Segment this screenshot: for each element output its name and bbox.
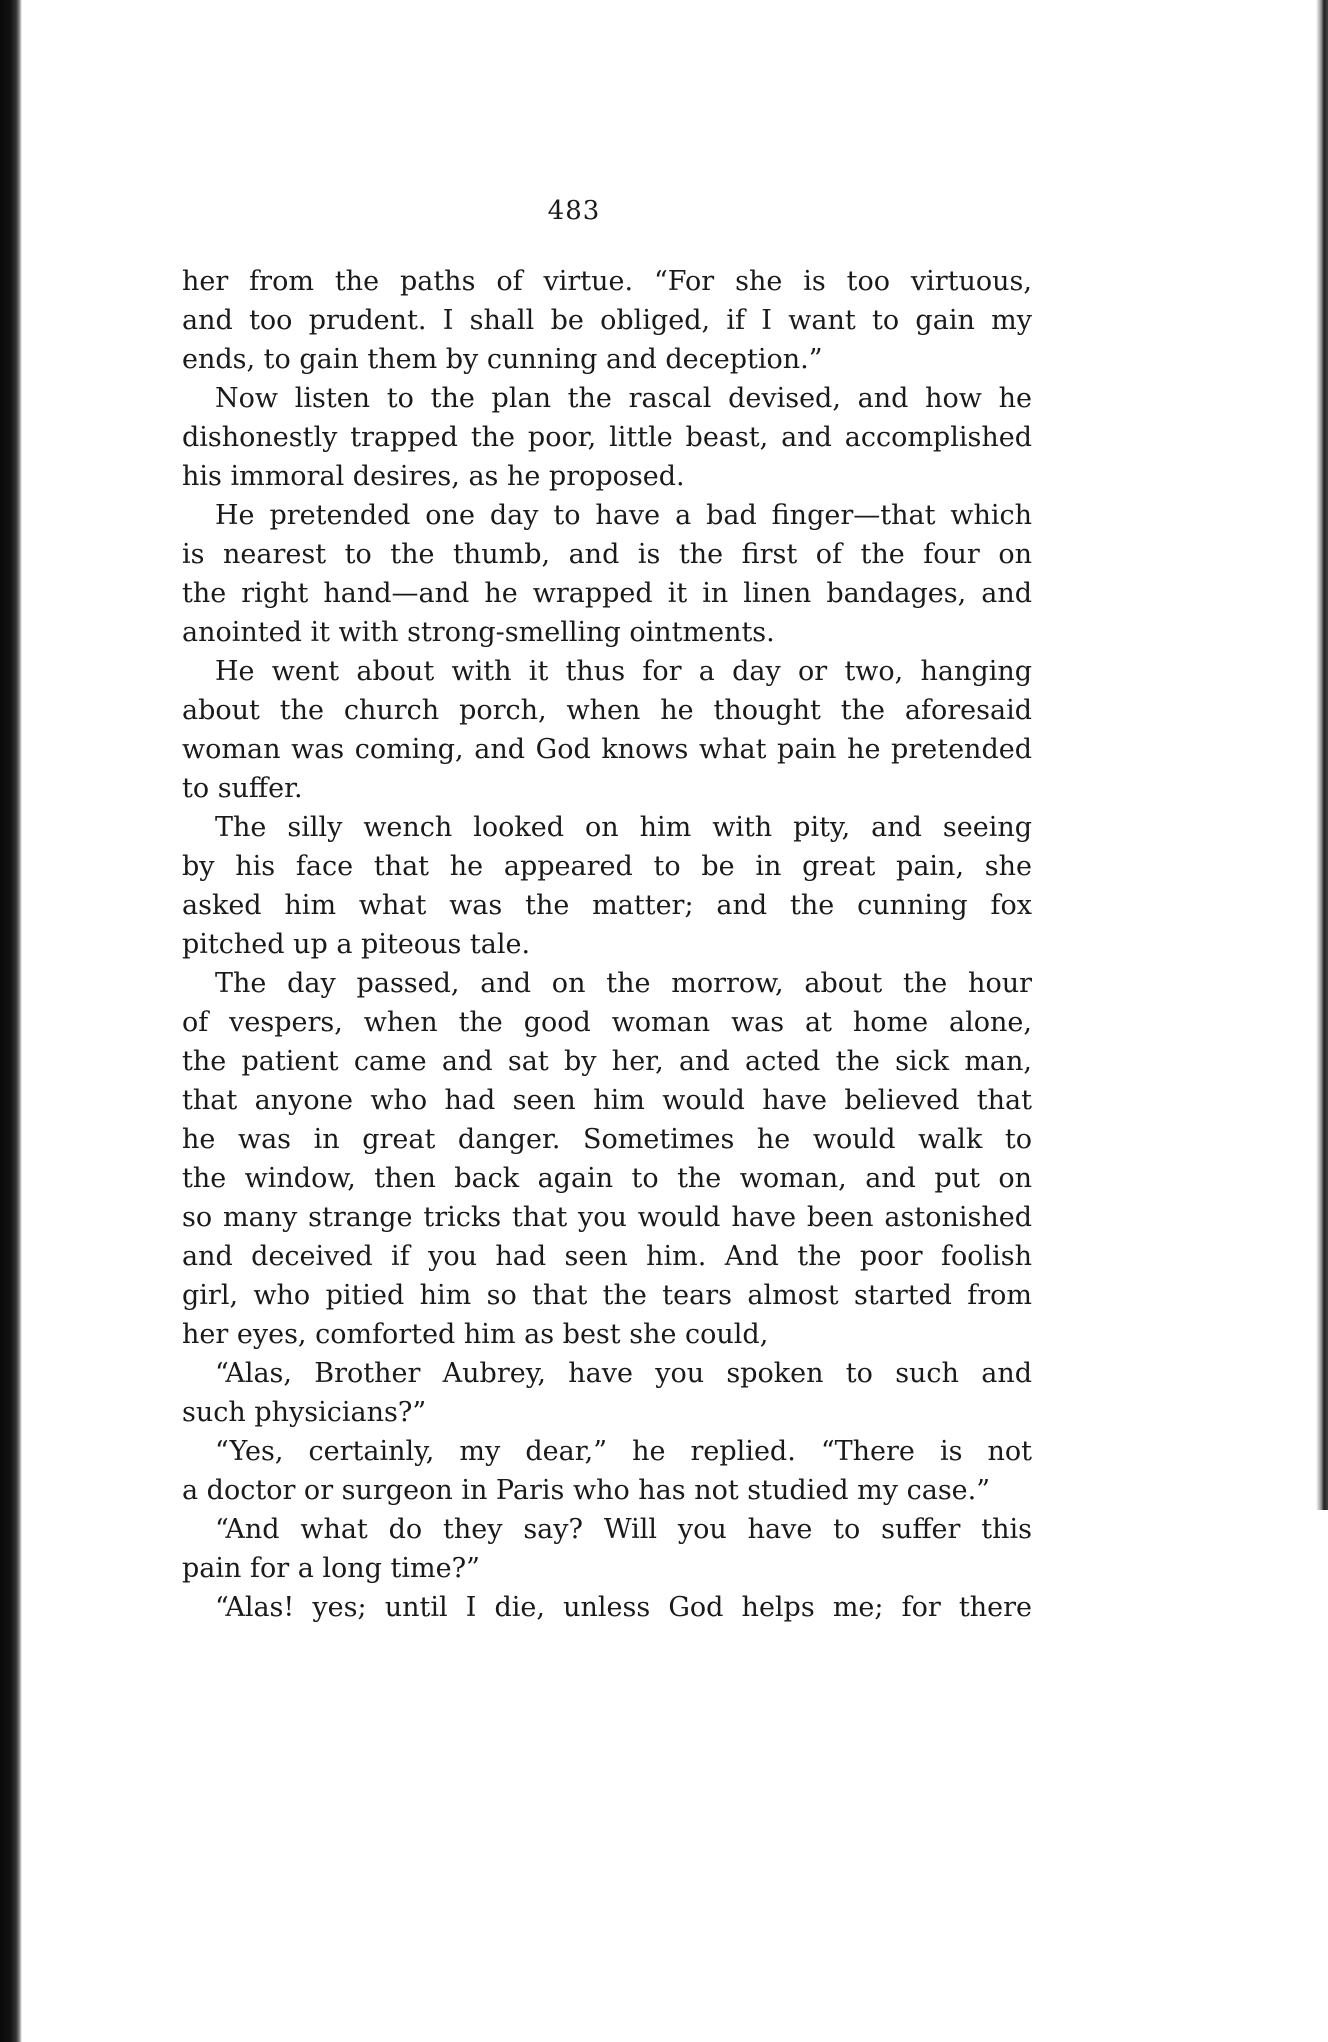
text-line: about the church porch, when he thought the aforesaid	[182, 695, 1032, 726]
text-line: so many strange tricks that you would have been astonished	[182, 1202, 1032, 1233]
text-line: and deceived if you had seen him. And the poor foolish	[182, 1241, 1032, 1272]
text-line: dishonestly trapped the poor, little beast, and accomplished	[182, 422, 1032, 453]
text-line: The day passed, and on the morrow, about the hour	[215, 968, 1032, 999]
text-line: He pretended one day to have a bad finger—that which	[215, 500, 1032, 531]
text-line: a doctor or surgeon in Paris who has not studied my case.”	[182, 1475, 991, 1506]
text-line: by his face that he appeared to be in great pain, she	[182, 851, 1032, 882]
text-line: he was in great danger. Sometimes he would walk to	[182, 1124, 1032, 1155]
text-line: “Alas, Brother Aubrey, have you spoken to such and	[215, 1358, 1032, 1389]
text-line: the window, then back again to the woman, and put on	[182, 1163, 1032, 1194]
scan-edge-left	[0, 0, 22, 2042]
text-line: ends, to gain them by cunning and deception.”	[182, 344, 823, 375]
text-line: the patient came and sat by her, and acted the sick man,	[182, 1046, 1032, 1077]
text-line: pitched up a piteous tale.	[182, 929, 531, 960]
text-line: the right hand—and he wrapped it in linen bandages, and	[182, 578, 1032, 609]
text-line: Now listen to the plan the rascal devised, and how he	[215, 383, 1032, 414]
text-line: “And what do they say? Will you have to suffer this	[215, 1514, 1032, 1545]
text-line: such physicians?”	[182, 1397, 427, 1428]
text-line: asked him what was the matter; and the cunning fox	[182, 890, 1032, 921]
text-line: pain for a long time?”	[182, 1553, 480, 1584]
text-line: “Yes, certainly, my dear,” he replied. “There is not	[215, 1436, 1032, 1467]
text-line: girl, who pitied him so that the tears almost started from	[182, 1280, 1032, 1311]
text-line: The silly wench looked on him with pity, and seeing	[215, 812, 1032, 843]
text-line: to suffer.	[182, 773, 303, 804]
text-line: her eyes, comforted him as best she could,	[182, 1319, 769, 1350]
page-number: 483	[547, 196, 601, 226]
text-line: “Alas! yes; until I die, unless God helps me; for there	[215, 1592, 1032, 1623]
text-line: his immoral desires, as he proposed.	[182, 461, 685, 492]
text-line: her from the paths of virtue. “For she is too virtuous,	[182, 266, 1032, 297]
text-line: of vespers, when the good woman was at home alone,	[182, 1007, 1032, 1038]
scan-edge-right	[1316, 0, 1328, 1510]
text-line: is nearest to the thumb, and is the first of the four on	[182, 539, 1032, 570]
body-text	[182, 262, 1032, 1627]
text-line: anointed it with strong-smelling ointments.	[182, 617, 775, 648]
text-line: woman was coming, and God knows what pain he pretended	[182, 734, 1032, 765]
text-line: that anyone who had seen him would have believed that	[182, 1085, 1032, 1116]
text-line: and too prudent. I shall be obliged, if I want to gain my	[182, 305, 1032, 336]
text-line: He went about with it thus for a day or two, hanging	[215, 656, 1032, 687]
